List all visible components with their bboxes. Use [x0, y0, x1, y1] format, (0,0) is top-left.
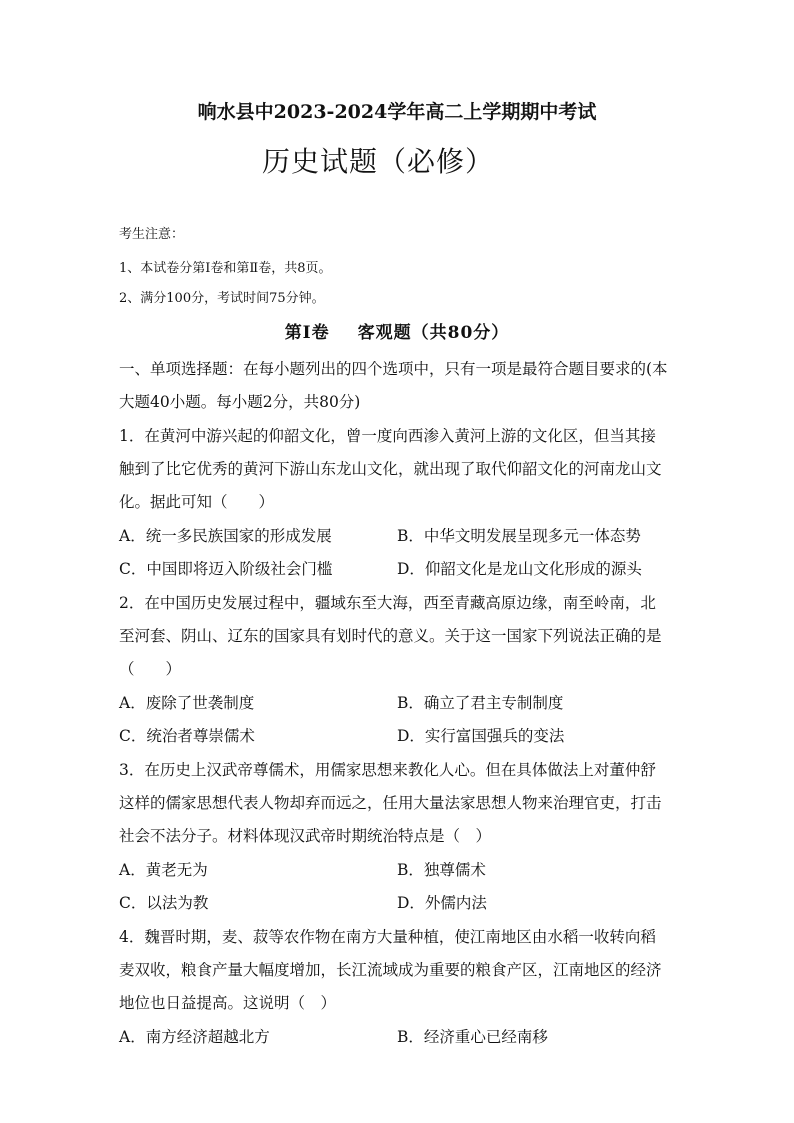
section-heading	[0, 318, 794, 343]
instruction-line-1: 一、单项选择题：在每小题列出的四个选项中，只有一项是最符合题目要求的(本	[119, 360, 668, 378]
question-4-option-b[interactable]: B．经济重心已经南移	[397, 1028, 548, 1046]
question-1-stem-line-1: 1．在黄河中游兴起的仰韶文化，曾一度向西渗入黄河上游的文化区，但当其接	[119, 427, 656, 445]
question-1-option-d[interactable]: D．仰韶文化是龙山文化形成的源头	[397, 560, 642, 578]
notice-item-2: 2、满分100分，考试时间75分钟。	[119, 291, 325, 306]
instruction-line-2: 大题40小题。每小题2分，共80分)	[119, 393, 361, 411]
question-2-option-b[interactable]: B．确立了君主专制制度	[397, 694, 564, 712]
question-1-option-b[interactable]: B．中华文明发展呈现多元一体态势	[397, 527, 641, 545]
question-1-stem-line-2: 触到了比它优秀的黄河下游山东龙山文化，就出现了取代仰韶文化的河南龙山文	[119, 460, 662, 478]
question-4-stem-line-2: 麦双收，粮食产量大幅度增加，长江流域成为重要的粮食产区，江南地区的经济	[119, 961, 662, 979]
question-2-option-a[interactable]: A．废除了世袭制度	[119, 694, 255, 712]
question-2-stem-line-1: 2．在中国历史发展过程中，疆域东至大海，西至青藏高原边缘，南至岭南，北	[119, 594, 656, 612]
question-2-stem-line-3: （ ）	[119, 660, 182, 678]
question-3-option-a[interactable]: A．黄老无为	[119, 861, 208, 879]
section-name: 客观题（共80分）	[357, 323, 510, 343]
section-part: 第Ⅰ卷	[284, 323, 330, 343]
question-1-stem-line-3: 化。据此可知（ ）	[119, 493, 275, 511]
question-3-option-c[interactable]: C．以法为教	[119, 894, 209, 912]
notice-heading: 考生注意：	[119, 227, 185, 242]
exam-title: 响水县中2023-2024学年高二上学期期中考试	[197, 101, 597, 123]
question-2-option-c[interactable]: C．统治者尊崇儒术	[119, 727, 255, 745]
question-2-option-d[interactable]: D．实行富国强兵的变法	[397, 727, 565, 745]
question-4-option-a[interactable]: A．南方经济超越北方	[119, 1028, 270, 1046]
question-3-stem-line-1: 3．在历史上汉武帝尊儒术，用儒家思想来教化人心。但在具体做法上对董仲舒	[119, 761, 656, 779]
question-4-stem-line-3: 地位也日益提高。这说明（ ）	[119, 994, 337, 1012]
question-3-stem-line-3: 社会不法分子。材料体现汉武帝时期统治特点是（ ）	[119, 827, 492, 845]
question-3-option-d[interactable]: D．外儒内法	[397, 894, 487, 912]
question-3-option-b[interactable]: B．独尊儒术	[397, 861, 486, 879]
question-3-stem-line-2: 这样的儒家思想代表人物却弃而远之，任用大量法家思想人物来治理官吏，打击	[119, 794, 662, 812]
exam-subtitle: 历史试题（必修）	[262, 145, 495, 178]
question-2-stem-line-2: 至河套、阴山、辽东的国家具有划时代的意义。关于这一国家下列说法正确的是	[119, 627, 662, 645]
question-4-stem-line-1: 4．魏晋时期，麦、菽等农作物在南方大量种植，使江南地区由水稻一收转向稻	[119, 928, 656, 946]
question-1-option-c[interactable]: C．中国即将迈入阶级社会门槛	[119, 560, 333, 578]
notice-item-1: 1、本试卷分第Ⅰ卷和第Ⅱ卷，共8页。	[119, 261, 332, 276]
question-1-option-a[interactable]: A．统一多民族国家的形成发展	[119, 527, 332, 545]
